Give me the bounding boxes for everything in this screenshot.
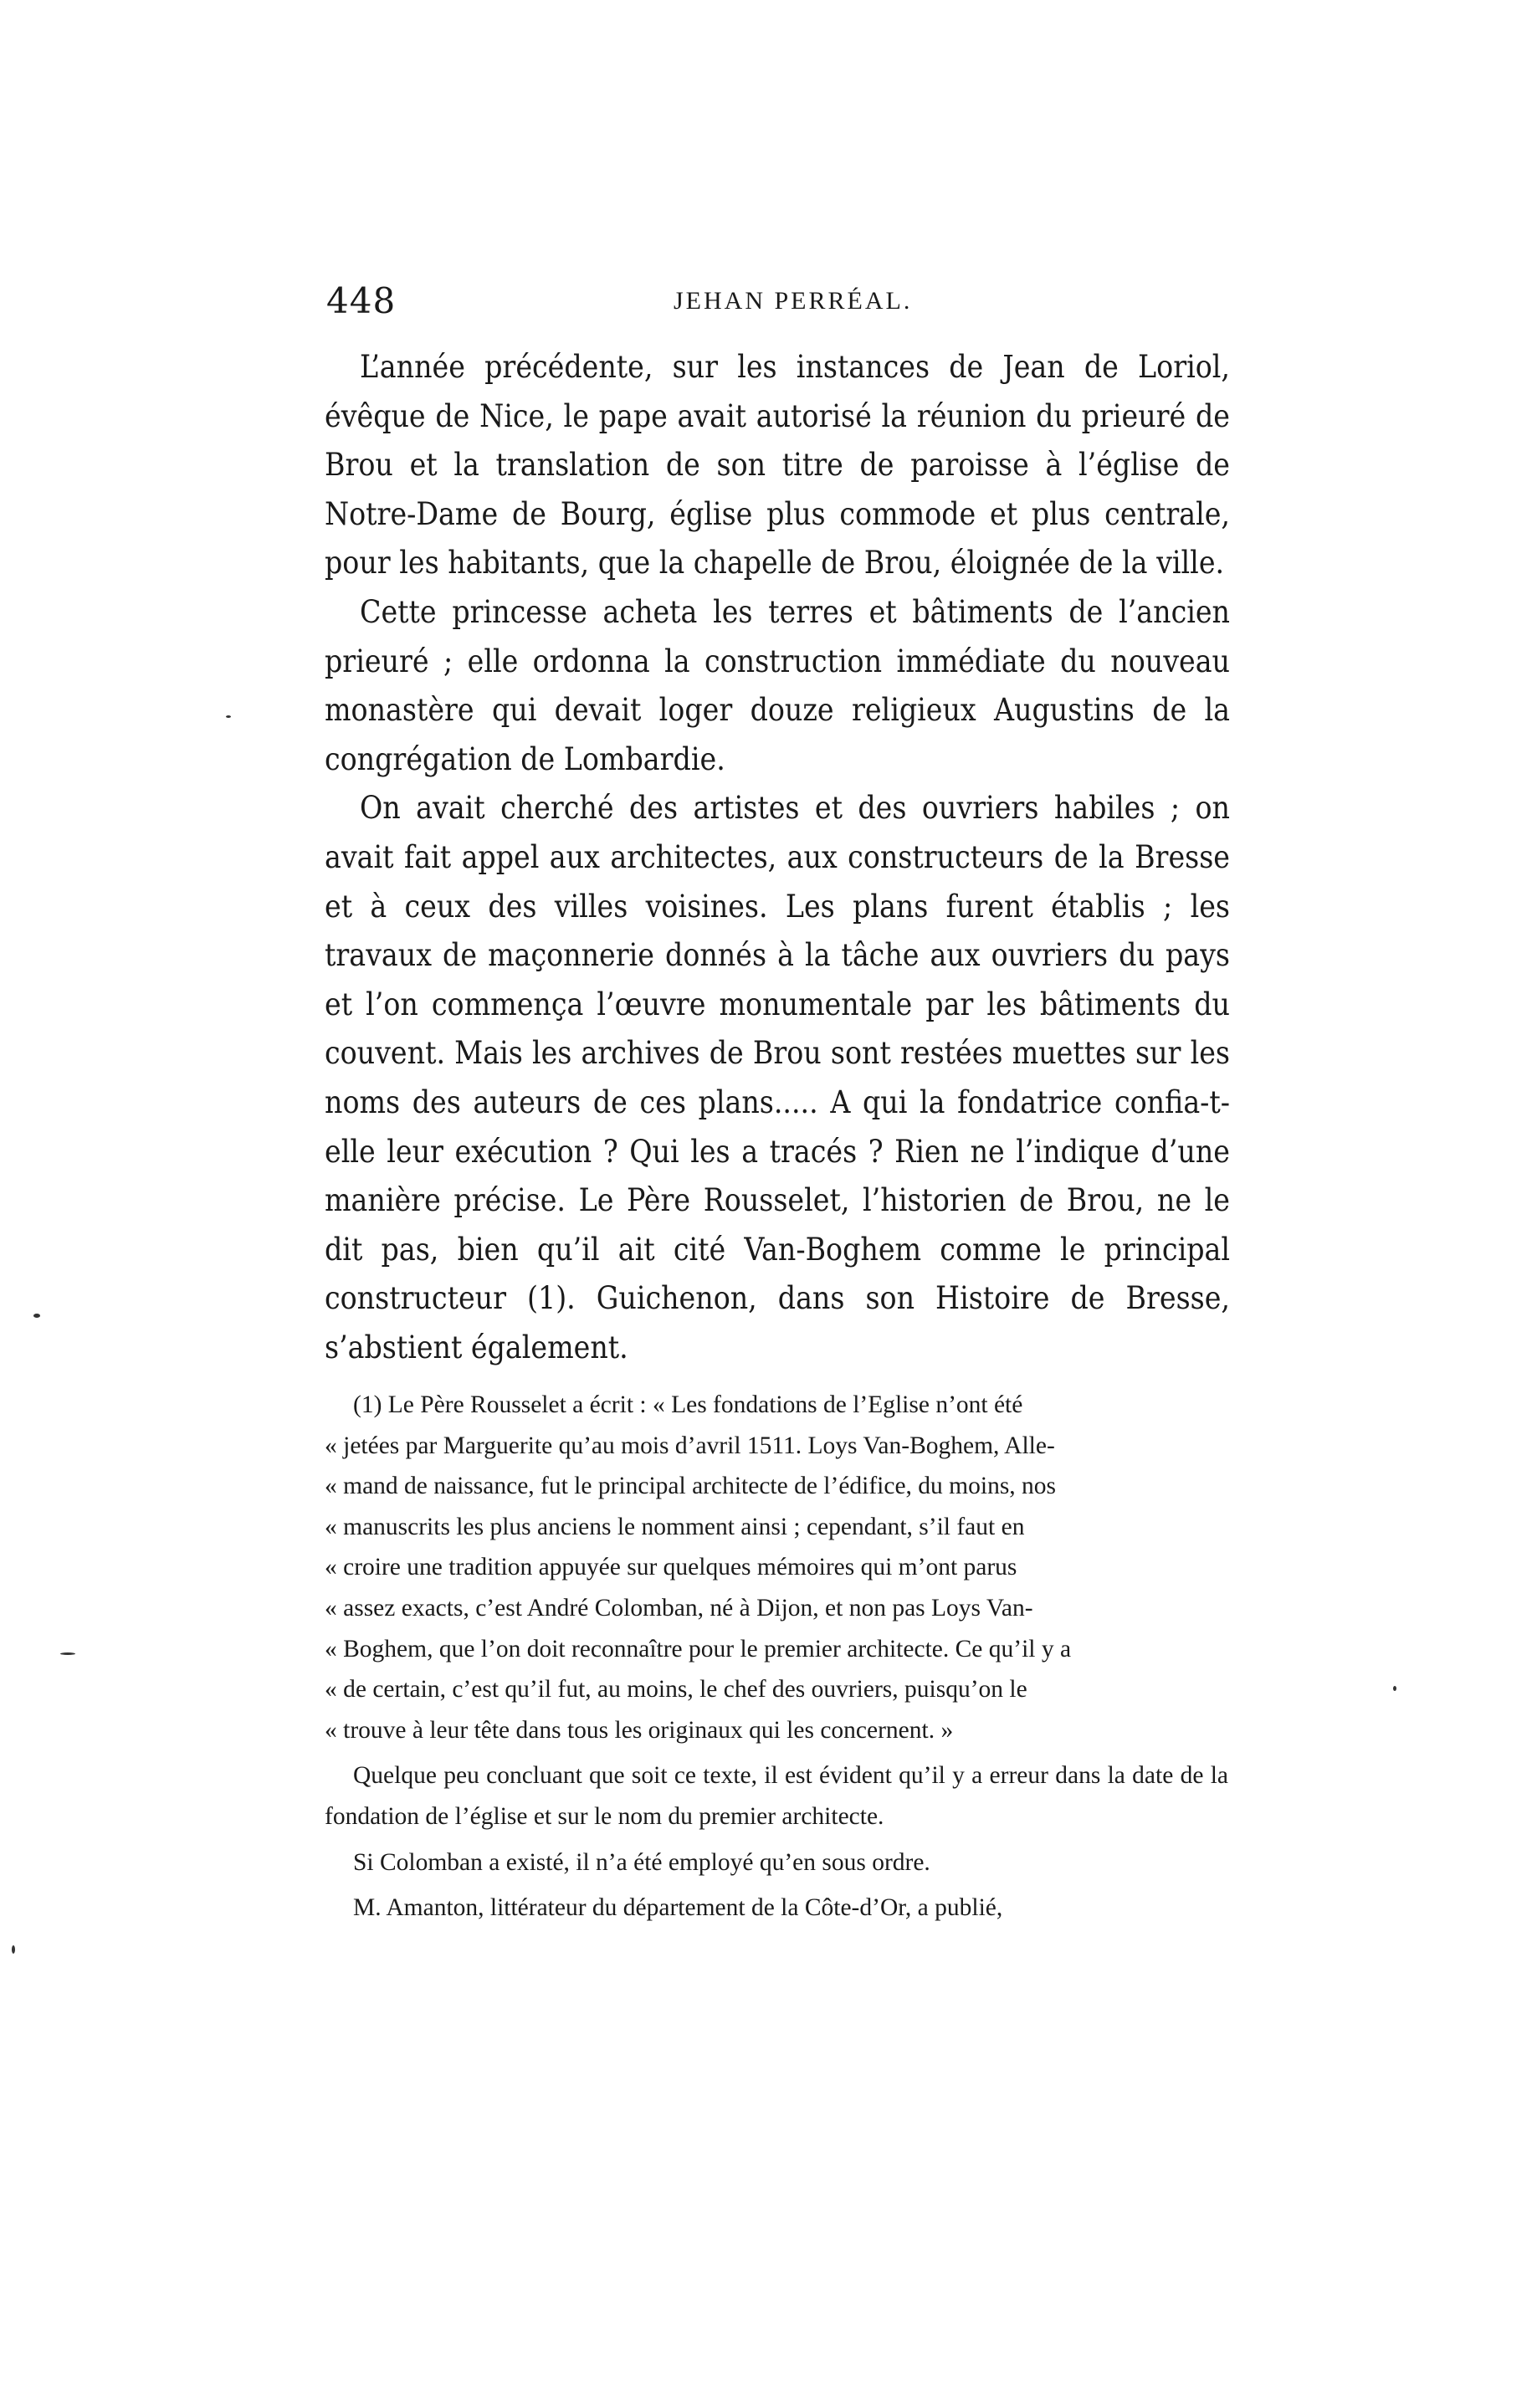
- footnote-paragraph: Quelque peu concluant que soit ce texte, il est évident qu’il y a erreur dans la date de la fondation de l’église et sur le nom du premier architecte.: [325, 1762, 1228, 1830]
- running-title: JEHAN PERRÉAL.: [674, 287, 913, 315]
- footnote-line: « Boghem, que l’on doit reconnaître pour le premier architecte. Ce qu’il y a: [325, 1635, 1072, 1663]
- scan-speck: [12, 1945, 15, 1954]
- footnote-line: « trouve à leur tête dans tous les originaux qui les concernent. »: [325, 1716, 954, 1744]
- page-number: 448: [326, 280, 397, 321]
- footnote-line: « jetées par Marguerite qu’au mois d’avril 1511. Loys Van-Boghem, Alle-: [325, 1432, 1055, 1459]
- footnote-line: « manuscrits les plus anciens le nomment ainsi ; cependant, s’il faut en: [325, 1513, 1025, 1540]
- footnote-quote: [325, 1385, 1228, 1750]
- paragraph: L’année précédente, sur les instances de Jean de Loriol, évêque de Nice, le pape avait autorisé la réunion du prieuré de Brou et la translation de son titre de paroisse à l’église de Notre-Dame de Bourg, église plus commode et plus centrale, pour les habitants, que la chapelle de Brou, éloignée de la ville.: [325, 349, 1230, 582]
- paragraph: On avait cherché des artistes et des ouvriers habiles ; on avait fait appel aux architectes, aux constructeurs de la Bresse et à ceux des villes voisines. Les plans furent établis ; les travaux de maçonnerie donnés à la tâche aux ouvriers du pays et l’on commença l’œuvre monumentale par les bâtiments du couvent. Mais les archives de Brou sont restées muettes sur les noms des auteurs de ces plans..... A qui la fondatrice confia-t-elle leur exécution ? Qui les a tracés ? Rien ne l’indique d’une manière précise. Le Père Rousselet, l’historien de Brou, ne le dit pas, bien qu’il ait cité Van-Boghem comme le principal constructeur (1). Guichenon, dans son Histoire de Bresse, s’abstient également.: [325, 790, 1230, 1365]
- footnote-line: « assez exacts, c’est André Colomban, né à Dijon, et non pas Loys Van-: [325, 1594, 1033, 1622]
- footnote-paragraph: M. Amanton, littérateur du département de la Côte-d’Or, a publié,: [353, 1894, 1003, 1922]
- main-text: [325, 343, 1230, 1372]
- scan-speck: [1393, 1686, 1396, 1691]
- footnote-paragraph: Si Colomban a existé, il n’a été employé qu’en sous ordre.: [353, 1848, 930, 1876]
- footnotes: [325, 1385, 1228, 1929]
- footnote-line: « de certain, c’est qu’il fut, au moins, le chef des ouvriers, puisqu’on le: [325, 1676, 1027, 1704]
- scan-speck: [33, 1314, 40, 1318]
- footnote-line: « mand de naissance, fut le principal architecte de l’édifice, du moins, nos: [325, 1473, 1057, 1500]
- footnote-line: (1) Le Père Rousselet a écrit : « Les fondations de l’Eglise n’ont été: [353, 1391, 1023, 1418]
- running-head: [326, 280, 1230, 330]
- scan-speck: [226, 715, 231, 718]
- scan-speck: [60, 1652, 75, 1655]
- paragraph: Cette princesse acheta les terres et bâtiments de l’ancien prieuré ; elle ordonna la construction immédiate du nouveau monastère qui devait loger douze religieux Augustins de la congrégation de Lombardie.: [325, 593, 1230, 777]
- footnote-line: « croire une tradition appuyée sur quelques mémoires qui m’ont parus: [325, 1554, 1017, 1581]
